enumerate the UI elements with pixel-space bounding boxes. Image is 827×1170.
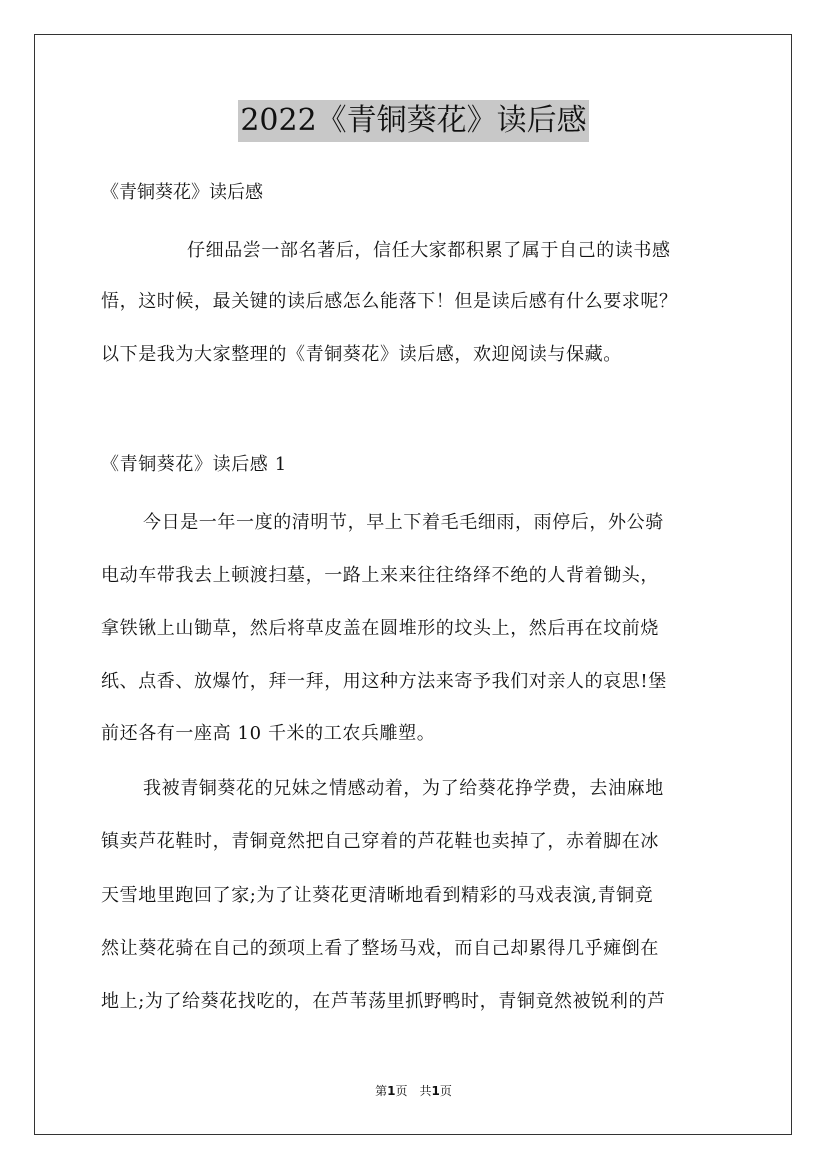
intro-line-1: 仔细品尝一部名著后，信任大家都积累了属于自己的读书感: [187, 240, 671, 261]
document-title: 2022《青铜葵花》读后感: [238, 100, 588, 142]
paragraph1-line-4: 纸、点香、放爆竹，拜一拜，用这种方法来寄予我们对亲人的哀思!堡: [101, 671, 667, 692]
title-block: [0, 100, 827, 142]
paragraph1-line-1: 今日是一年一度的清明节，早上下着毛毛细雨，雨停后，外公骑: [143, 512, 664, 533]
paragraph1-line-5: 前还各有一座高 10 千米的工农兵雕塑。: [101, 723, 436, 744]
paragraph1-line-3: 拿铁锹上山锄草，然后将草皮盖在圆堆形的坟头上，然后再在坟前烧: [101, 618, 659, 639]
paragraph2-line-1: 我被青铜葵花的兄妹之情感动着，为了给葵花挣学费，去油麻地: [143, 778, 664, 799]
footer-page-number: 1: [387, 1084, 396, 1098]
page-footer: [0, 1082, 827, 1100]
paragraph2-line-4: 然让葵花骑在自己的颈项上看了整场马戏，而自己却累得几乎瘫倒在: [101, 938, 659, 959]
footer-prefix: 第: [375, 1084, 388, 1098]
section-heading: 《青铜葵花》读后感 1: [101, 454, 287, 475]
footer-page-total: 1: [431, 1084, 440, 1098]
footer-suffix: 页: [439, 1084, 452, 1098]
paragraph2-line-3: 天雪地里跑回了家;为了让葵花更清晰地看到精彩的马戏表演,青铜竟: [101, 885, 654, 906]
intro-line-3: 以下是我为大家整理的《青铜葵花》读后感，欢迎阅读与保藏。: [101, 344, 622, 365]
paragraph1-line-2: 电动车带我去上顿渡扫墓，一路上来来往往络绎不绝的人背着锄头，: [101, 565, 659, 586]
intro-line-2: 悟，这时候，最关键的读后感怎么能落下！但是读后感有什么要求呢？: [101, 291, 678, 312]
paragraph2-line-5: 地上;为了给葵花找吃的，在芦苇荡里抓野鸭时，青铜竟然被锐利的芦: [101, 991, 666, 1012]
footer-mid: 页 共: [395, 1084, 432, 1098]
paragraph2-line-2: 镇卖芦花鞋时，青铜竟然把自己穿着的芦花鞋也卖掉了，赤着脚在冰: [101, 831, 659, 852]
document-subtitle: 《青铜葵花》读后感: [101, 182, 263, 203]
